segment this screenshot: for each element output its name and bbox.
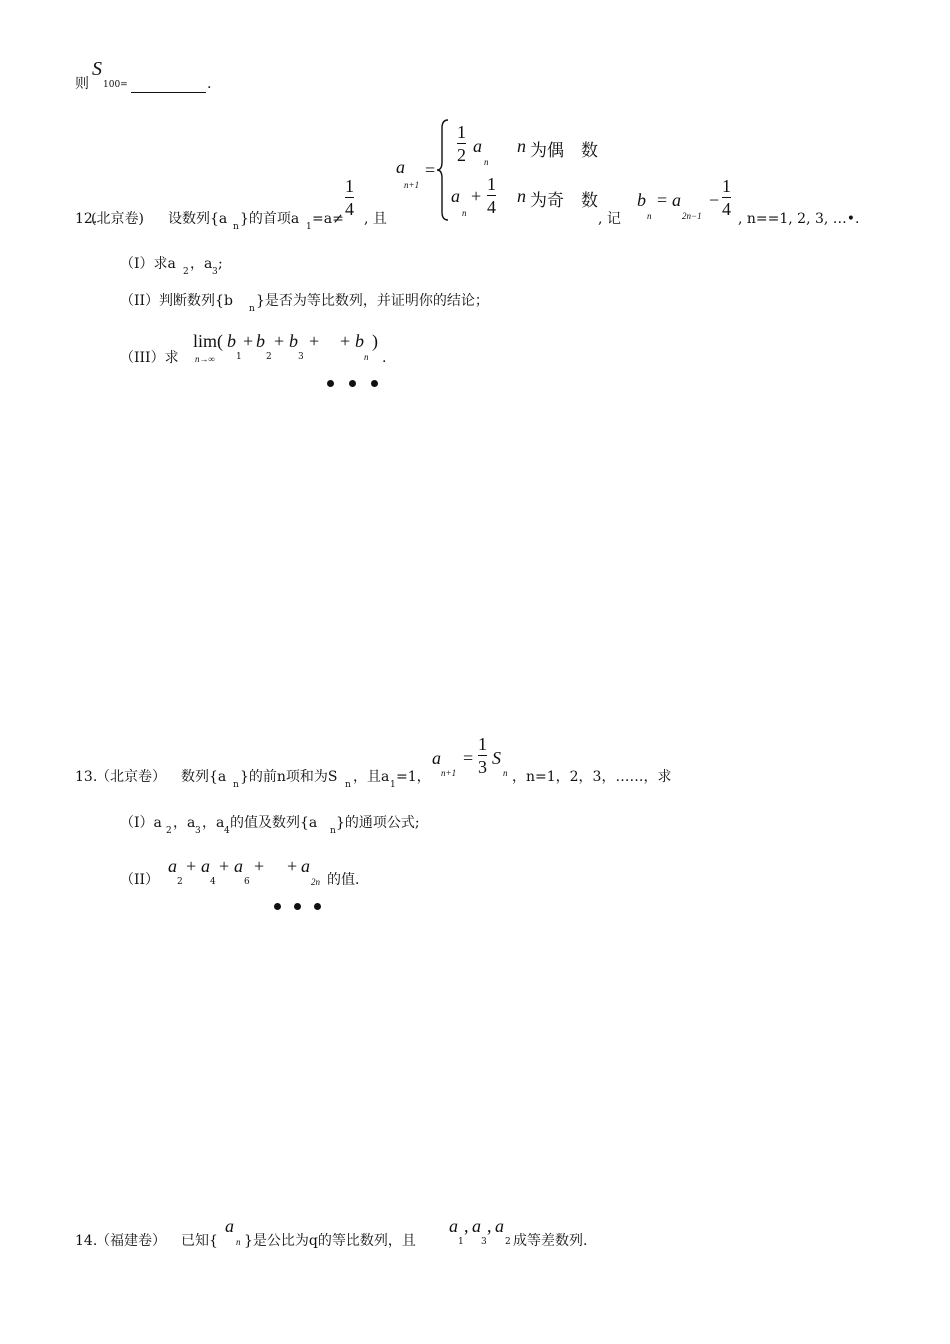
q12-lhs-sub: n+1 <box>404 180 420 190</box>
q12-s1: 1 <box>236 352 242 362</box>
q12-lim: lim( <box>193 331 223 351</box>
q13-p1-c2: ，a <box>202 815 225 831</box>
q12-part1-mid: ，a <box>190 256 213 272</box>
q13-part2-label: （II） <box>120 872 160 888</box>
q11-prefix: 则 <box>75 76 89 92</box>
q13-sub-n2: n <box>345 780 351 790</box>
q12-b-a-sub: 2n−1 <box>682 211 702 221</box>
q12-case1-cond-n: n <box>517 136 526 156</box>
q14-s3: 3 <box>481 1237 487 1247</box>
q12-text6: , n==1, 2, 3, …•. <box>738 211 860 227</box>
q12-case2-plus: + <box>471 186 482 206</box>
q12-s3: 3 <box>298 352 304 362</box>
q13-p1-s4: 4 <box>224 826 230 836</box>
q13-p1-c1: ，a <box>173 815 196 831</box>
q13-number: 13. <box>75 769 98 785</box>
q12-b-minus: − <box>709 190 720 210</box>
q14-text1: 已知{ <box>181 1233 218 1249</box>
frac-denominator: 4 <box>345 199 354 219</box>
q13-a2: a <box>168 856 177 876</box>
q12-part1-sub3: 3 <box>212 267 218 277</box>
q12-eq: = <box>425 160 436 180</box>
q14-a2: a <box>495 1216 504 1236</box>
q11-answer-blank[interactable] <box>131 78 206 97</box>
q12-part1-end: ; <box>218 256 223 272</box>
q12-b-sub: n <box>647 211 652 221</box>
q13-text5: ，n=1，2，3，……，求 <box>512 769 672 785</box>
q13-p1-s3: 3 <box>195 826 201 836</box>
q12-close: ) <box>372 331 378 351</box>
q13-s6: 6 <box>244 877 250 887</box>
q12-plus3: + <box>309 331 320 351</box>
q12-b2: b <box>256 331 265 351</box>
q12-text2: }的首项a <box>240 211 300 227</box>
q13-text4: =1， <box>396 769 431 785</box>
frac-numerator: 1 <box>478 734 487 754</box>
q14-comma1: , <box>464 1216 469 1236</box>
q12-b-a: a <box>672 190 681 210</box>
q13-frac-third <box>478 734 487 777</box>
frac-denominator: 3 <box>478 757 487 777</box>
q13-plus1: + <box>186 856 197 876</box>
q14-a-sub: n <box>236 1237 241 1247</box>
q12-text5: , 记 <box>598 211 621 227</box>
q11-s: S <box>92 58 102 80</box>
q12-case1-a: a <box>473 136 482 156</box>
q13-sub-1: 1 <box>390 780 396 790</box>
q13-text1: 数列{a <box>181 769 227 785</box>
q12-case2-a: a <box>451 186 460 206</box>
q13-p1-sub-n: n <box>330 826 336 836</box>
q14-source: （福建卷） <box>96 1233 166 1249</box>
q13-eq: = <box>463 748 474 768</box>
q13-p1-text: 的值及数列{a <box>230 815 318 831</box>
q11-s-sub: 100= <box>103 80 128 90</box>
q12-frac-quarter <box>345 176 354 219</box>
q12-case2-cond-n: n <box>517 186 526 206</box>
q12-part2-text: }是否为等比数列，并证明你的结论； <box>256 293 489 309</box>
q13-s2n: 2n <box>311 877 320 887</box>
q12-number: 12. <box>75 211 98 227</box>
q13-text3: ，且a <box>353 769 390 785</box>
q12-lim-sub: n→∞ <box>195 354 215 364</box>
q12-s2: 2 <box>266 352 272 362</box>
q12-plus2: + <box>274 331 285 351</box>
q12-plus4: + <box>340 331 351 351</box>
q14-s2: 2 <box>505 1237 511 1247</box>
q13-plus2: + <box>219 856 230 876</box>
q13-sub-n: n <box>233 780 239 790</box>
q14-number: 14. <box>75 1233 98 1249</box>
q13-a: a <box>432 748 441 768</box>
q14-text2: }是公比为q的等比数列，且 <box>244 1233 416 1249</box>
q12-text3: =a≠ <box>312 211 344 227</box>
q12-plus1: + <box>243 331 254 351</box>
q14-text3: 成等差数列. <box>513 1233 588 1249</box>
q12-case1-sub: n <box>484 157 489 167</box>
q12-b3: b <box>289 331 298 351</box>
q13-s: S <box>492 748 501 768</box>
q12-part3-end: . <box>382 350 387 366</box>
q12-sub-1: 1 <box>306 222 312 232</box>
q12-case2-sub: n <box>462 208 467 218</box>
q13-plus3: + <box>254 856 265 876</box>
q14-a3: a <box>472 1216 481 1236</box>
frac-numerator: 1 <box>345 176 354 196</box>
q13-s-sub: n <box>503 768 508 778</box>
q12-sub-n: n <box>233 222 239 232</box>
q13-p1-s2: 2 <box>166 826 172 836</box>
q12-part3-label: （III）求 <box>120 350 179 366</box>
q12-part1-label: （I）求a <box>120 256 176 272</box>
q12-case2-cond: 为奇 数 <box>530 191 598 211</box>
q13-s4: 4 <box>210 877 216 887</box>
q13-plus4: + <box>287 856 298 876</box>
q13-s2: 2 <box>177 877 183 887</box>
q12-case1-frac: 1 2 <box>457 122 466 165</box>
q12-sn: n <box>364 352 369 362</box>
q12-part2-sub: n <box>249 304 255 314</box>
q13-source: （北京卷） <box>96 769 166 785</box>
q12-case2-frac: 1 4 <box>487 174 496 217</box>
q14-comma2: , <box>487 1216 492 1236</box>
q13-text2: }的前n项和为S <box>240 769 338 785</box>
q13-a6: a <box>234 856 243 876</box>
q12-b-frac: 1 4 <box>722 176 731 219</box>
q14-a1: a <box>449 1216 458 1236</box>
q13-a-sub: n+1 <box>441 768 457 778</box>
q13-a4: a <box>201 856 210 876</box>
q12-lhs-a: a <box>396 157 405 177</box>
q13-part1-label: （I）a <box>120 815 162 831</box>
q12-b1: b <box>227 331 236 351</box>
left-brace-icon <box>436 118 450 222</box>
q13-part2-end: 的值. <box>327 872 360 888</box>
q12-b: b <box>637 190 646 210</box>
q12-bn: b <box>355 331 364 351</box>
q13-a2n: a <box>301 856 310 876</box>
q12-source: (北京卷) <box>91 211 144 227</box>
q12-part2-label: （II）判断数列{b <box>120 293 233 309</box>
q12-b-eq: = <box>657 190 668 210</box>
q11-end: . <box>207 76 212 92</box>
q12-text4: , 且 <box>364 211 387 227</box>
q12-part1-sub2: 2 <box>183 267 189 277</box>
q14-s1: 1 <box>458 1237 464 1247</box>
q12-text1: 设数列{a <box>168 211 228 227</box>
q12-case1-cond: 为偶 数 <box>530 141 598 161</box>
q14-a: a <box>225 1216 234 1236</box>
q13-p1-end: }的通项公式; <box>336 815 420 831</box>
